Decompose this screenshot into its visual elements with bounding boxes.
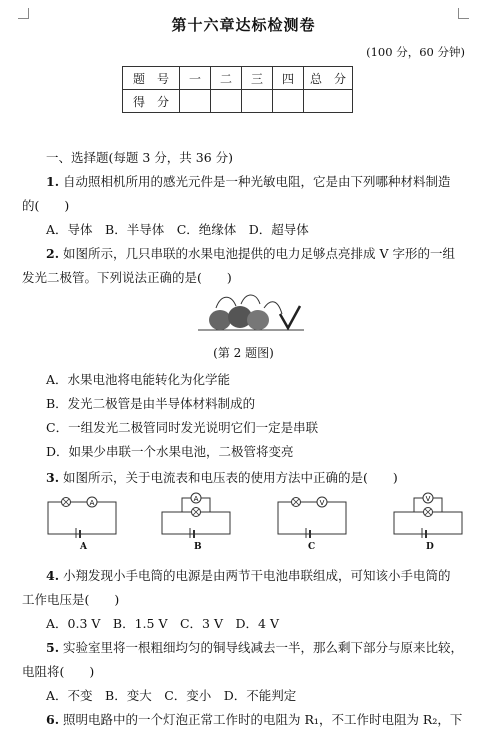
- score-table: [122, 66, 353, 113]
- question-5-options: A．不变 B．变大 C．变小 D．不能判定: [46, 688, 297, 703]
- question-5-cont: 电阻将( ): [22, 664, 95, 679]
- section-heading: 一、选择题(每题 3 分，共 36 分): [46, 150, 234, 165]
- score-table-header-cell: 一: [180, 67, 211, 90]
- figure-caption: (第 2 题图): [213, 346, 274, 360]
- circuit-label: C: [308, 542, 316, 552]
- question-6: [46, 710, 462, 728]
- question-text: 自动照相机所用的感光元件是一种光敏电阻，它是由下列哪种材料制造: [63, 174, 451, 189]
- fruit-battery-figure: [196, 290, 306, 338]
- question-text: 如图所示，关于电流表和电压表的使用方法中正确的是( ): [63, 470, 398, 485]
- circuit-wire-loop: [48, 502, 116, 534]
- v-shaped-led-group: [280, 306, 300, 328]
- ammeter-letter: A: [193, 495, 199, 503]
- question-2-option-c: C．一组发光二极管同时发光说明它们一定是串联: [46, 420, 319, 435]
- circuit-label: D: [426, 542, 434, 552]
- score-table-score-row: [123, 90, 353, 113]
- score-table-header-cell: 四: [273, 67, 304, 90]
- score-cell[interactable]: [304, 90, 353, 113]
- question-4-options: A．0.3 V B．1.5 V C．3 V D．4 V: [46, 616, 279, 631]
- score-table-header-row: [123, 67, 353, 90]
- circuit-c: [276, 494, 348, 538]
- circuit-a: [46, 494, 118, 538]
- circuit-wire-loop: [278, 502, 346, 534]
- circuit-d: [392, 490, 464, 538]
- score-table-row-label: 得 分: [123, 90, 180, 113]
- score-cell[interactable]: [211, 90, 242, 113]
- question-4: [46, 566, 451, 584]
- voltmeter-letter: V: [319, 499, 325, 507]
- question-2: [46, 244, 455, 262]
- question-2-option-d: D．如果少串联一个水果电池，二极管将变亮: [46, 444, 294, 459]
- question-2-option-b: B．发光二极管是由半导体材料制成的: [46, 396, 256, 411]
- wire: [216, 297, 236, 308]
- question-2-option-a: A．水果电池将电能转化为化学能: [46, 372, 231, 387]
- question-4-cont: 工作电压是( ): [22, 592, 120, 607]
- score-table-header-cell: 题 号: [123, 67, 180, 90]
- question-number: 3.: [46, 470, 60, 485]
- page-title: 第十六章达标检测卷: [171, 16, 316, 34]
- question-text: 小翔发现小手电筒的电源是由两节干电池串联组成，可知该小手电筒的: [63, 568, 451, 583]
- wire: [264, 302, 282, 314]
- question-2-cont: 发光二极管。下列说法正确的是( ): [22, 270, 232, 285]
- question-number: 6.: [46, 712, 60, 727]
- question-number: 4.: [46, 568, 60, 583]
- question-1-cont: 的( ): [22, 198, 70, 213]
- question-1: [46, 172, 451, 190]
- score-table-header-cell: 三: [242, 67, 273, 90]
- score-time-note: (100 分，60 分钟): [366, 45, 465, 59]
- score-cell[interactable]: [273, 90, 304, 113]
- question-number: 1.: [46, 174, 60, 189]
- score-cell[interactable]: [242, 90, 273, 113]
- question-5: [46, 638, 463, 656]
- wire: [241, 295, 260, 304]
- voltmeter-letter: V: [425, 495, 431, 503]
- fruit-battery: [209, 310, 231, 330]
- ammeter-letter: A: [89, 499, 95, 507]
- question-1-options: A．导体 B．半导体 C．绝缘体 D．超导体: [46, 222, 309, 237]
- question-number: 5.: [46, 640, 60, 655]
- question-number: 2.: [46, 246, 60, 261]
- fruit-battery: [247, 310, 269, 330]
- question-3: [46, 468, 398, 486]
- score-cell[interactable]: [180, 90, 211, 113]
- circuit-label: B: [194, 542, 202, 552]
- question-text: 如图所示，几只串联的水果电池提供的电力足够点亮排成 V 字形的一组: [63, 246, 456, 261]
- score-table-header-cell: 总 分: [304, 67, 353, 90]
- question-text: 照明电路中的一个灯泡正常工作时的电阻为 R₁，不工作时电阻为 R₂，下: [63, 712, 463, 727]
- question-text: 实验室里将一根粗细均匀的铜导线减去一半，那么剩下部分与原来比较，: [63, 640, 464, 655]
- score-table-header-cell: 二: [211, 67, 242, 90]
- circuit-label: A: [80, 542, 87, 552]
- circuit-b: [160, 490, 232, 538]
